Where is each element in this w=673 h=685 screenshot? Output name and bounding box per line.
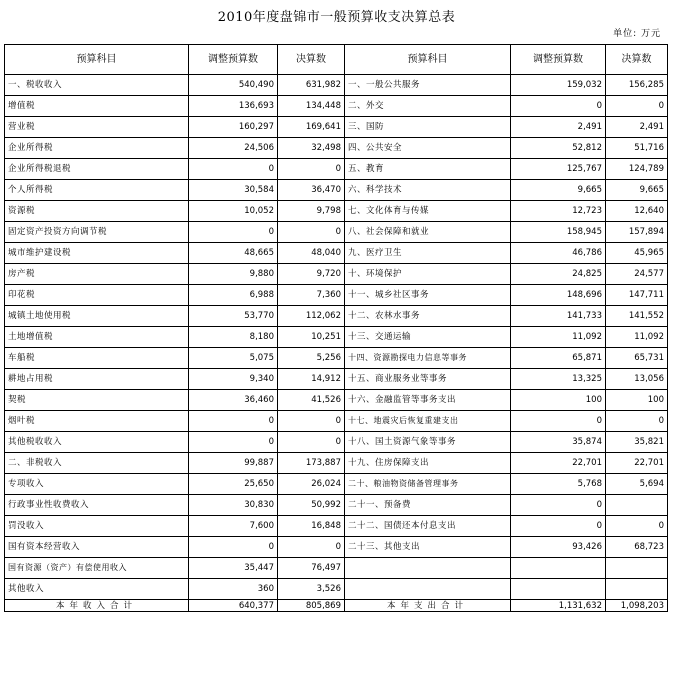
cell-expense-item: 十三、交通运输 — [345, 327, 511, 348]
cell-revenue-final: 0 — [278, 222, 345, 243]
cell-expense-item: 十四、资源勘探电力信息等事务 — [345, 348, 511, 369]
cell-expense-adjusted: 46,786 — [511, 243, 606, 264]
table-row — [5, 327, 668, 348]
cell-revenue-final: 5,256 — [278, 348, 345, 369]
table-row — [5, 495, 668, 516]
cell-expense-item: 二、外交 — [345, 96, 511, 117]
col-header-expense-item: 预算科目 — [345, 45, 511, 75]
table-row — [5, 138, 668, 159]
table-row — [5, 348, 668, 369]
cell-expense-final — [606, 495, 668, 516]
cell-revenue-final: 0 — [278, 159, 345, 180]
cell-revenue-final: 0 — [278, 432, 345, 453]
cell-revenue-item: 行政事业性收费收入 — [5, 495, 189, 516]
cell-expense-final: 9,665 — [606, 180, 668, 201]
cell-revenue-adjusted: 0 — [189, 222, 278, 243]
cell-revenue-item: 土地增值税 — [5, 327, 189, 348]
table-row — [5, 411, 668, 432]
cell-expense-item: 十七、地震灾后恢复重建支出 — [345, 411, 511, 432]
cell-expense-item: 四、公共安全 — [345, 138, 511, 159]
cell-revenue-item: 增值税 — [5, 96, 189, 117]
cell-revenue-item: 国有资本经营收入 — [5, 537, 189, 558]
cell-revenue-item: 车船税 — [5, 348, 189, 369]
table-row — [5, 474, 668, 495]
cell-expense-item: 七、文化体育与传媒 — [345, 201, 511, 222]
cell-expense-final: 0 — [606, 516, 668, 537]
cell-expense-adjusted: 0 — [511, 516, 606, 537]
table-row — [5, 432, 668, 453]
cell-revenue-final: 14,912 — [278, 369, 345, 390]
cell-expense-final: 156,285 — [606, 75, 668, 96]
cell-expense-adjusted: 148,696 — [511, 285, 606, 306]
cell-revenue-final: 9,720 — [278, 264, 345, 285]
cell-revenue-item: 烟叶税 — [5, 411, 189, 432]
cell-revenue-final: 41,526 — [278, 390, 345, 411]
cell-revenue-final: 169,641 — [278, 117, 345, 138]
cell-expense-final: 11,092 — [606, 327, 668, 348]
cell-revenue-adjusted: 10,052 — [189, 201, 278, 222]
cell-revenue-adjusted: 9,340 — [189, 369, 278, 390]
cell-revenue-item: 其他税收收入 — [5, 432, 189, 453]
cell-revenue-item: 资源税 — [5, 201, 189, 222]
cell-expense-final: 65,731 — [606, 348, 668, 369]
cell-revenue-final: 112,062 — [278, 306, 345, 327]
cell-revenue-final: 48,040 — [278, 243, 345, 264]
cell-expense-final: 0 — [606, 411, 668, 432]
cell-expense-adjusted: 5,768 — [511, 474, 606, 495]
cell-revenue-adjusted: 160,297 — [189, 117, 278, 138]
cell-expense-final: 147,711 — [606, 285, 668, 306]
cell-revenue-item: 城市维护建设税 — [5, 243, 189, 264]
cell-expense-item: 九、医疗卫生 — [345, 243, 511, 264]
header-row — [5, 45, 668, 75]
cell-expense-final: 45,965 — [606, 243, 668, 264]
cell-expense-final: 100 — [606, 390, 668, 411]
totals-row — [5, 600, 668, 612]
cell-revenue-adjusted: 30,830 — [189, 495, 278, 516]
cell-expense-adjusted: 141,733 — [511, 306, 606, 327]
table-row — [5, 96, 668, 117]
cell-revenue-adjusted: 0 — [189, 411, 278, 432]
cell-expense-final: 22,701 — [606, 453, 668, 474]
col-header-revenue-item: 预算科目 — [5, 45, 189, 75]
cell-expense-item: 六、科学技术 — [345, 180, 511, 201]
cell-expense-final: 0 — [606, 96, 668, 117]
cell-revenue-item: 印花税 — [5, 285, 189, 306]
col-header-revenue-adjusted: 调整预算数 — [189, 45, 278, 75]
table-row — [5, 537, 668, 558]
cell-revenue-final: 7,360 — [278, 285, 345, 306]
table-row — [5, 306, 668, 327]
cell-revenue-item: 企业所得税 — [5, 138, 189, 159]
cell-revenue-final: 0 — [278, 537, 345, 558]
table-row — [5, 264, 668, 285]
unit-label: 单位: 万元 — [613, 29, 661, 39]
cell-revenue-item: 营业税 — [5, 117, 189, 138]
table-row — [5, 285, 668, 306]
total-expense-item: 本年支出合计 — [345, 600, 511, 612]
cell-expense-item: 三、国防 — [345, 117, 511, 138]
cell-expense-adjusted: 158,945 — [511, 222, 606, 243]
cell-expense-item: 十五、商业服务业等事务 — [345, 369, 511, 390]
cell-expense-item: 二十、粮油物资储备管理事务 — [345, 474, 511, 495]
table-row — [5, 516, 668, 537]
cell-expense-adjusted: 159,032 — [511, 75, 606, 96]
cell-expense-final: 157,894 — [606, 222, 668, 243]
total-revenue-adjusted: 640,377 — [189, 600, 278, 612]
cell-expense-adjusted: 0 — [511, 495, 606, 516]
table-row — [5, 369, 668, 390]
cell-revenue-item: 国有资源（资产）有偿使用收入 — [5, 558, 189, 579]
cell-expense-final: 51,716 — [606, 138, 668, 159]
cell-revenue-item: 固定资产投资方向调节税 — [5, 222, 189, 243]
cell-expense-final: 68,723 — [606, 537, 668, 558]
cell-revenue-adjusted: 5,075 — [189, 348, 278, 369]
cell-expense-adjusted: 0 — [511, 96, 606, 117]
cell-expense-final: 124,789 — [606, 159, 668, 180]
cell-revenue-item: 一、税收收入 — [5, 75, 189, 96]
cell-expense-adjusted: 100 — [511, 390, 606, 411]
cell-revenue-final: 36,470 — [278, 180, 345, 201]
cell-expense-adjusted: 2,491 — [511, 117, 606, 138]
cell-expense-item: 十六、金融监管等事务支出 — [345, 390, 511, 411]
cell-expense-final: 5,694 — [606, 474, 668, 495]
cell-expense-final: 2,491 — [606, 117, 668, 138]
cell-revenue-final: 16,848 — [278, 516, 345, 537]
cell-revenue-final: 32,498 — [278, 138, 345, 159]
cell-revenue-adjusted: 25,650 — [189, 474, 278, 495]
cell-expense-final — [606, 558, 668, 579]
cell-expense-adjusted: 65,871 — [511, 348, 606, 369]
cell-expense-adjusted: 0 — [511, 411, 606, 432]
report-title: 2010年度盘锦市一般预算收支决算总表 — [217, 10, 456, 25]
cell-revenue-adjusted: 0 — [189, 537, 278, 558]
cell-expense-item: 二十一、预备费 — [345, 495, 511, 516]
col-header-expense-adjusted: 调整预算数 — [511, 45, 606, 75]
cell-expense-item: 一、一般公共服务 — [345, 75, 511, 96]
cell-revenue-adjusted: 7,600 — [189, 516, 278, 537]
table-row — [5, 579, 668, 600]
cell-revenue-adjusted: 0 — [189, 159, 278, 180]
cell-revenue-item: 个人所得税 — [5, 180, 189, 201]
cell-expense-adjusted: 35,874 — [511, 432, 606, 453]
cell-revenue-adjusted: 136,693 — [189, 96, 278, 117]
col-header-expense-final: 决算数 — [606, 45, 668, 75]
cell-revenue-item: 二、非税收入 — [5, 453, 189, 474]
cell-revenue-final: 3,526 — [278, 579, 345, 600]
table-row — [5, 201, 668, 222]
cell-expense-item — [345, 558, 511, 579]
cell-expense-item: 二十三、其他支出 — [345, 537, 511, 558]
cell-expense-adjusted — [511, 579, 606, 600]
cell-expense-final: 141,552 — [606, 306, 668, 327]
table-row — [5, 222, 668, 243]
cell-expense-final — [606, 579, 668, 600]
cell-revenue-item: 其他收入 — [5, 579, 189, 600]
cell-expense-adjusted: 13,325 — [511, 369, 606, 390]
cell-revenue-item: 契税 — [5, 390, 189, 411]
cell-expense-adjusted: 24,825 — [511, 264, 606, 285]
cell-revenue-adjusted: 30,584 — [189, 180, 278, 201]
cell-revenue-adjusted: 99,887 — [189, 453, 278, 474]
cell-revenue-final: 173,887 — [278, 453, 345, 474]
table-row — [5, 159, 668, 180]
total-revenue-item: 本年收入合计 — [5, 600, 189, 612]
cell-revenue-adjusted: 35,447 — [189, 558, 278, 579]
cell-expense-item — [345, 579, 511, 600]
cell-expense-adjusted: 12,723 — [511, 201, 606, 222]
table-row — [5, 390, 668, 411]
cell-expense-item: 八、社会保障和就业 — [345, 222, 511, 243]
cell-revenue-item: 城镇土地使用税 — [5, 306, 189, 327]
cell-revenue-final: 631,982 — [278, 75, 345, 96]
cell-revenue-adjusted: 540,490 — [189, 75, 278, 96]
table-row — [5, 75, 668, 96]
cell-expense-item: 十一、城乡社区事务 — [345, 285, 511, 306]
cell-expense-final: 13,056 — [606, 369, 668, 390]
table-row — [5, 453, 668, 474]
cell-expense-adjusted: 22,701 — [511, 453, 606, 474]
cell-revenue-adjusted: 48,665 — [189, 243, 278, 264]
cell-expense-item: 十八、国土资源气象等事务 — [345, 432, 511, 453]
cell-expense-item: 五、教育 — [345, 159, 511, 180]
total-revenue-final: 805,869 — [278, 600, 345, 612]
cell-revenue-adjusted: 36,460 — [189, 390, 278, 411]
cell-expense-item: 十、环境保护 — [345, 264, 511, 285]
table-row — [5, 558, 668, 579]
budget-table — [4, 44, 668, 612]
cell-expense-final: 35,821 — [606, 432, 668, 453]
cell-revenue-adjusted: 8,180 — [189, 327, 278, 348]
cell-revenue-adjusted: 6,988 — [189, 285, 278, 306]
table-row — [5, 243, 668, 264]
total-expense-final: 1,098,203 — [606, 600, 668, 612]
cell-revenue-final: 0 — [278, 411, 345, 432]
cell-revenue-final: 26,024 — [278, 474, 345, 495]
cell-expense-adjusted: 93,426 — [511, 537, 606, 558]
table-row — [5, 180, 668, 201]
col-header-revenue-final: 决算数 — [278, 45, 345, 75]
table-row — [5, 117, 668, 138]
cell-expense-item: 十二、农林水事务 — [345, 306, 511, 327]
cell-revenue-final: 134,448 — [278, 96, 345, 117]
cell-expense-final: 24,577 — [606, 264, 668, 285]
cell-expense-item: 二十二、国债还本付息支出 — [345, 516, 511, 537]
cell-revenue-adjusted: 24,506 — [189, 138, 278, 159]
cell-revenue-item: 专项收入 — [5, 474, 189, 495]
cell-revenue-final: 50,992 — [278, 495, 345, 516]
cell-revenue-item: 耕地占用税 — [5, 369, 189, 390]
cell-expense-adjusted: 9,665 — [511, 180, 606, 201]
cell-revenue-adjusted: 0 — [189, 432, 278, 453]
cell-revenue-adjusted: 360 — [189, 579, 278, 600]
total-expense-adjusted: 1,131,632 — [511, 600, 606, 612]
cell-revenue-adjusted: 53,770 — [189, 306, 278, 327]
cell-revenue-item: 罚没收入 — [5, 516, 189, 537]
cell-expense-final: 12,640 — [606, 201, 668, 222]
cell-expense-adjusted: 125,767 — [511, 159, 606, 180]
cell-revenue-final: 76,497 — [278, 558, 345, 579]
cell-revenue-adjusted: 9,880 — [189, 264, 278, 285]
cell-revenue-item: 企业所得税退税 — [5, 159, 189, 180]
cell-expense-item: 十九、住房保障支出 — [345, 453, 511, 474]
cell-expense-adjusted: 11,092 — [511, 327, 606, 348]
cell-revenue-final: 9,798 — [278, 201, 345, 222]
cell-expense-adjusted — [511, 558, 606, 579]
cell-revenue-item: 房产税 — [5, 264, 189, 285]
cell-revenue-final: 10,251 — [278, 327, 345, 348]
cell-expense-adjusted: 52,812 — [511, 138, 606, 159]
